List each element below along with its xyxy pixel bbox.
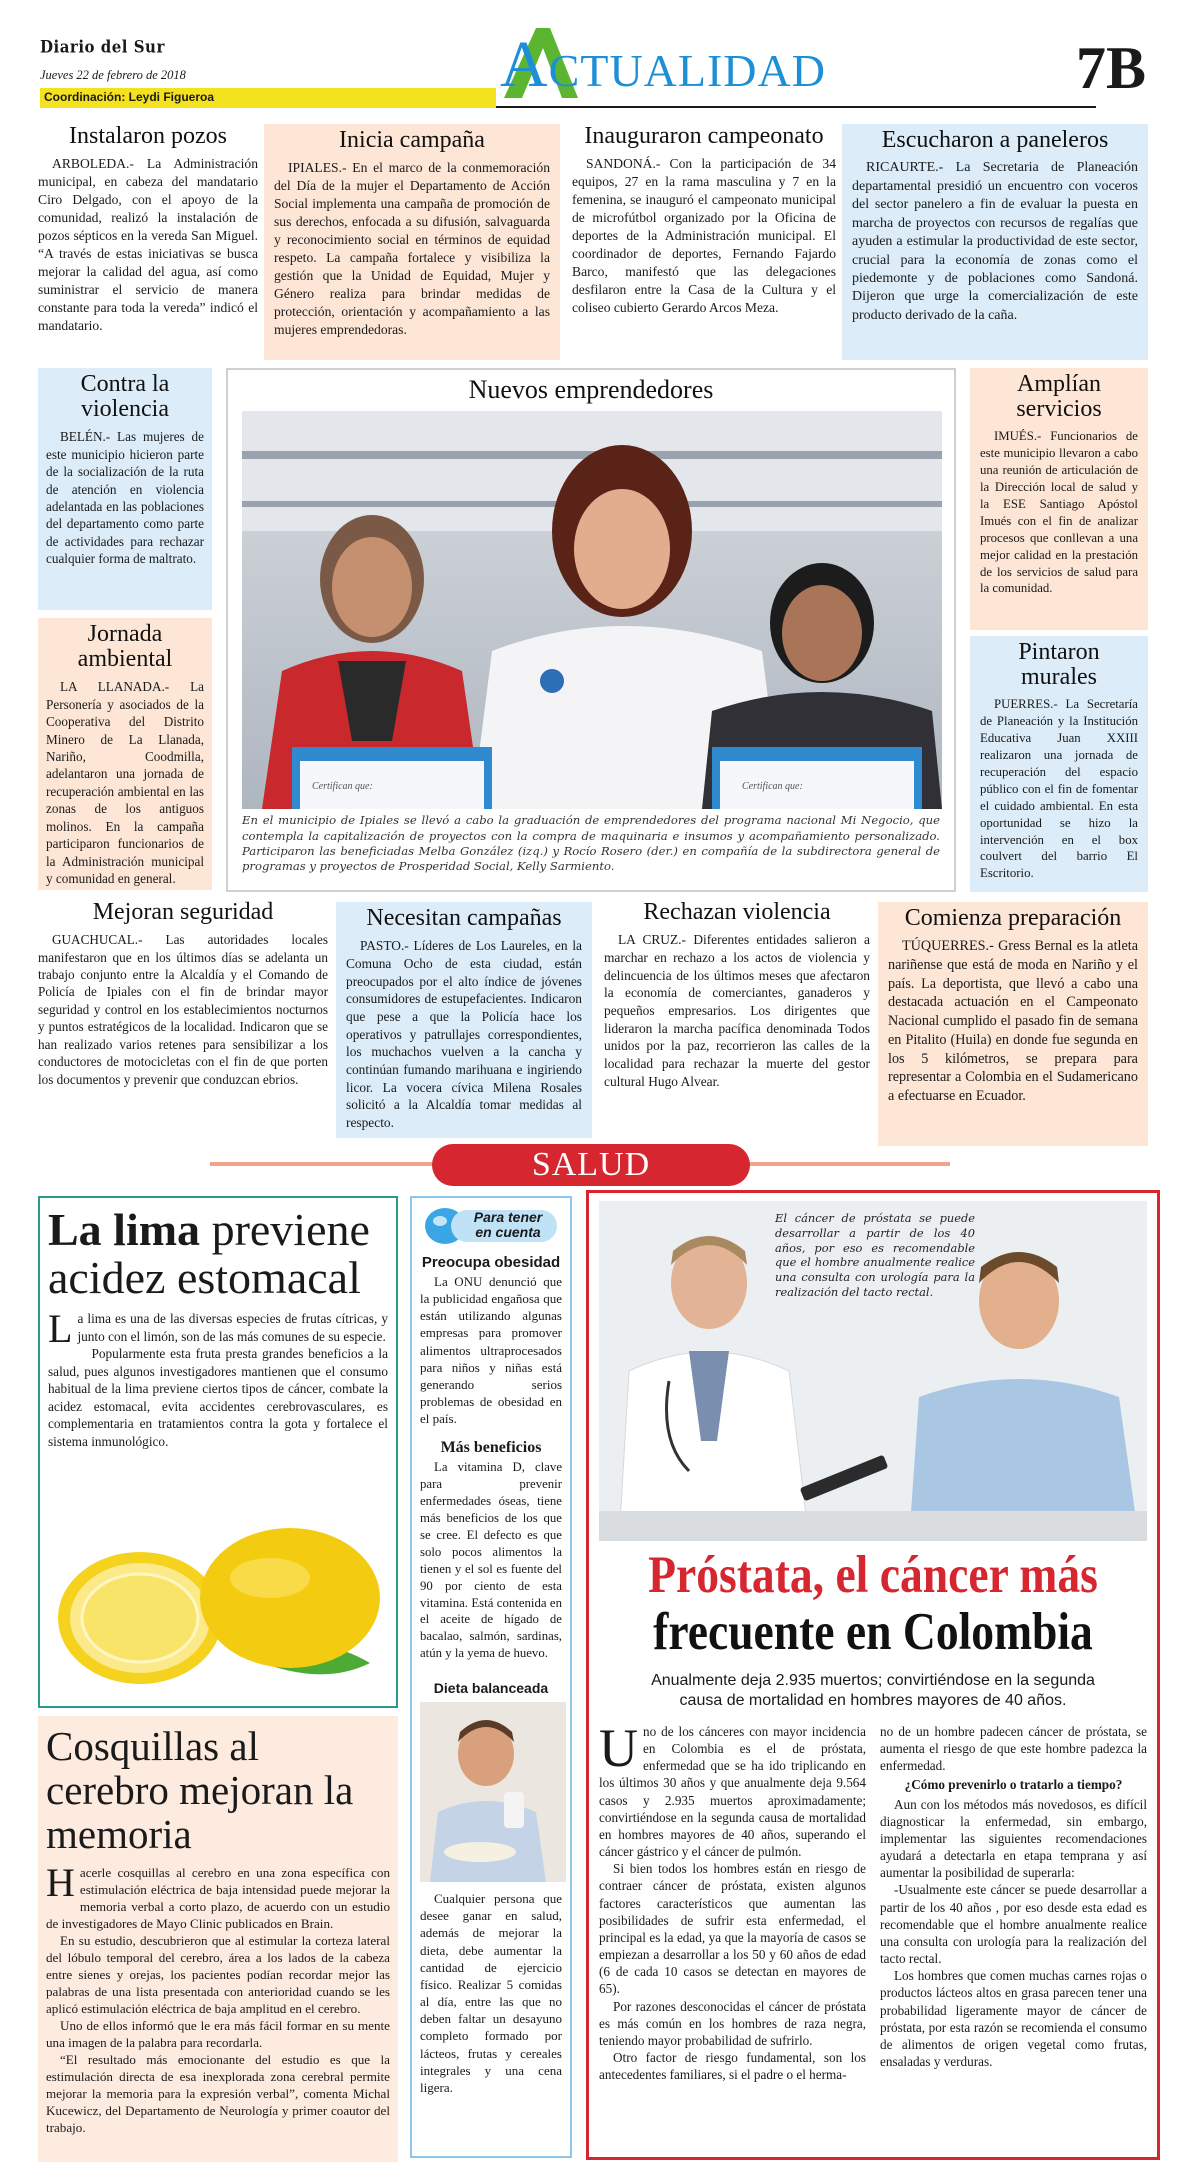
brief-title: Instalaron pozos xyxy=(69,123,227,149)
sidebar-badge-line1: Para tener xyxy=(473,1209,543,1225)
brief-text: Gress Bernal es la atleta nariñense que está de moda en Nariño y el país. La deportista, que llevó a cabo una destacada actuación en el Campeonato Nacional cumplido el pasado fin de semana en Pitalito (Huila) en donde fue segunda en los 5 kilómetros, se prepara para representar a Colombia en el Sudamericano a efectuarse en Ecuador. xyxy=(888,938,1139,1105)
section-title xyxy=(500,24,980,104)
brief-title: Inicia campaña xyxy=(339,127,485,153)
photo-caption: En el municipio de Ipiales se llevó a cabo la graduación de emprendedores del programa nacional Mi Negocio, que contempla la capitalización de proyectos con la compra de maquinaria e insumos y acompañamiento personalizado. Participaron las beneficiadas Melba González (izq.) y Rocío Rosero (der.) en compañía de la subdirectora general de programas y proyectos de Prosperidad Social, Kelly Sarmiento. xyxy=(242,813,940,874)
prostata-column-1 xyxy=(599,1718,866,2083)
graduates-illustration xyxy=(242,411,942,809)
cosquillas-dropcap: H xyxy=(46,1860,75,1905)
brief-title: Necesitan campañas xyxy=(366,905,562,931)
lime-illustration xyxy=(50,1498,386,1698)
prostata-article xyxy=(586,1190,1160,2160)
sidebar-text-beneficios: La vitamina D, clave para prevenir enfermedades óseas, tiene más beneficios de los que se cree. El defecto es que solo pocos alimentos la tienen y el sol es fuente del 90 por ciento de esta vitamina. Está contenida en el aceite de hígado de bacalao, salmón, sardinas, atún y la yema de huevo. xyxy=(420,1460,562,1661)
brief-escucharon-paneleros xyxy=(842,124,1148,360)
cosquillas-paragraph: En su estudio, descubrieron que al estimular la corteza lateral del lóbulo temporal del cerebro, área a los lados de la cabeza entre sienes y orejas, los pacientes podían recordar mejor las palabras de una lista presentada con anterioridad cuando se les aplicó estimulación eléctrica de baja amplitud en el cerebro. xyxy=(46,1933,390,2017)
brief-text: Diferentes entidades salieron a marchar en rechazo a los actos de violencia y delincuencia de los últimos meses que afectaron la economía de comerciantes, ganaderos y pequeños empresarios. Los dirigentes que lideraron la marcha pacífica denominada Todos unidos por la paz, recorrieron las calles de la localidad para rechazar la muerte del gestor cultural Hugo Alvear. xyxy=(604,932,870,1089)
prostata-column-2 xyxy=(880,1723,1147,2083)
brief-jornada-ambiental xyxy=(38,618,212,890)
cosquillas-paragraph: acerle cosquillas al cerebro en una zona específica con estimulación eléctrica de baja intensidad puede mejorar la memoria verbal a corto plazo, de acuerdo con un estudio de investigadores de Mayo Clinic publicados en Brain. xyxy=(46,1865,390,1932)
prostata-paragraph: Aun con los métodos más novedosos, es difícil diagnosticar la enfermedad, sin embargo, implementar las siguientes recomendaciones ayudará a detectarla en etapa temprana y así aumentar la posibilidad de superarla: xyxy=(880,1796,1147,1881)
photo-caption-prostata: El cáncer de próstata se puede desarrollar a partir de los 40 años, por eso es recomendable que el hombre anualmente realice una consulta con urología para la realización del tacto rectal. xyxy=(775,1211,975,1300)
prostata-subtitle: Anualmente deja 2.935 muertos; convirtiéndose en la segunda causa de mortalidad en hombres mayores de 40 años. xyxy=(651,1672,1095,1709)
brief-dateline: IPIALES.- xyxy=(288,160,347,176)
brief-title: Amplían servicios xyxy=(1016,371,1102,423)
lima-paragraph: Popularmente esta fruta presta grandes beneficios a la salud, pues algunos investigadores mantienen que el consumo habitual de la lima previene ciertos tipos de cáncer, combate la acidez estomacal, evita accidentes cerebrovasculares, es complementaria en tratamientos contra la gota y fortalece el sistema inmunológico. xyxy=(48,1346,388,1449)
brief-mejoran-seguridad xyxy=(38,900,328,1152)
certificate-text-right: Certifican que: xyxy=(742,781,803,793)
brief-amplian-servicios xyxy=(970,368,1148,630)
brief-title: Rechazan violencia xyxy=(643,899,831,925)
brief-text: Funcionarios de este municipio llevaron a cabo una reunión de articulación de la Dirección local de salud y la ESE Santiago Apóstol Imués con el fin de analizar procesos que conllevan a una mejor calidad en la prestación de los servicios de salud para la comunidad. xyxy=(980,429,1138,596)
brief-rechazan-violencia xyxy=(604,900,870,1136)
brief-dateline: LA LLANADA.- xyxy=(60,679,170,695)
page-number: 7B xyxy=(1075,35,1146,101)
prostata-headline-line1: Próstata, el cáncer más xyxy=(648,1546,1098,1604)
brief-inauguraron-campeonato xyxy=(572,124,836,360)
prostata-dropcap: U xyxy=(599,1718,638,1778)
cosquillas-paragraph: “El resultado más emocionante del estudio es que la estimulación directa de esa inexplorada zona cerebral permite mejorar la memoria para la expresión verbal”, comenta Michal Kucewicz, del Departamento de Neurología y primer coautor del trabajo. xyxy=(46,2052,390,2136)
brief-text: Líderes de Los Laureles, en la Comuna Ocho de esta ciudad, están preocupados por el alto índice de jóvenes consumidores de estupefacientes. Indicaron que pese a que la Policía hace los operativos y patrullajes correspondientes, los muchachos vuelven a la cancha y continúan fumando marihuana e ingiriendo licor. La vocera cívica Milena Rosales solicitó a la Alcaldía tomar medidas al respecto. xyxy=(346,938,582,1131)
prostata-paragraph: no de los cánceres con mayor incidencia en Colombia es el de próstata, enfermedad que se ha ido triplicando en los últimos 30 años y que anualmente deja 9.564 casos y 2.935 muertos aproximadamente; convirtiéndose en la segunda causa de mortalidad en hombres mayores de 40 años, superando el cáncer gástrico y el cáncer de pulmón. xyxy=(599,1724,866,1860)
brief-comienza-preparacion xyxy=(878,902,1148,1146)
prostata-headline xyxy=(599,1546,1147,1661)
prostata-paragraph: no de un hombre padecen cáncer de próstata, se aumenta el riesgo de que este hombre padezca la enfermedad. xyxy=(880,1724,1147,1774)
photo-story-title: Nuevos emprendedores xyxy=(468,375,714,404)
graduates-photo xyxy=(242,411,942,809)
lima-headline-rest: previene acidez estomacal xyxy=(48,1204,370,1303)
prostata-question-heading: ¿Cómo prevenirlo o tratarlo a tiempo? xyxy=(904,1777,1123,1793)
brief-inicia-campana xyxy=(264,124,560,360)
brief-text: La Administración municipal, en cabeza del mandatario Ciro Delgado, con el apoyo de la comunidad, realizó la instalación de pozos sépticos en la vereda San Miguel. “A través de estas iniciativas se busca mejorar la calidad del agua, así como suministrar el servicio de manera constante para toda la vereda” indicó el mandatario. xyxy=(38,156,258,333)
prostata-paragraph: Por razones desconocidas el cáncer de próstata es más común en los hombres de raza negra, teniendo mayor probabilidad de sufrirlo. xyxy=(599,1998,866,2048)
brief-contra-violencia xyxy=(38,368,212,610)
brief-text: La Personería y asociados de la Cooperativa del Distrito Minero de La Llanada, Nariño, Coodmilla, adelantaron una jornada de recuperación ambiental en las zonas de los antiguos molinos. En la campaña participaron funcionarios de la Administración municipal y comunidad en general. xyxy=(46,679,204,887)
cosquillas-paragraph: Uno de ellos informó que le era más fácil formar en su mente una imagen de la palabra para recordarla. xyxy=(46,2018,390,2051)
certificate-text-left: Certifican que: xyxy=(312,781,373,793)
brief-title: Escucharon a paneleros xyxy=(881,127,1109,153)
photo-story-box xyxy=(226,368,956,892)
lima-paragraph: a lima es una de las diversas especies de frutas cítricas, y junto con el limón, son de las más comunes de su especie. xyxy=(77,1311,388,1344)
masthead xyxy=(40,30,1150,114)
brief-dateline: TÚQUERRES.- xyxy=(902,938,994,955)
issue-date: Jueves 22 de febrero de 2018 xyxy=(40,68,186,82)
brief-dateline: BELÉN.- xyxy=(60,429,111,445)
brief-text: Las mujeres de este municipio hicieron parte de la socialización de la ruta de atención en violencia adelantada en las poblaciones del departamento como parte de actividades para rechazar cualquier forma de maltrato. xyxy=(46,429,204,567)
brief-text: La Secretaria de Planeación departamental presidió un encuentro con voceros del sector panelero a fin de evaluar la puesta en marcha de proyectos con recursos de regalías que ayuden a estimular la productividad de este sector, crucial para la economía de zonas como el piedemonte y de poblaciones como Sandoná. Dijeron que urge la comercialización de este producto derivado de la caña. xyxy=(852,160,1138,323)
brief-title: Jornada ambiental xyxy=(77,621,173,673)
prostata-paragraph: Los hombres que comen muchas carnes rojas o productos lácteos altos en grasa parecen tener una probabilidad ligeramente mayor de cáncer de próstata, por esta razón se recomienda el consumo de alimentos de origen vegetal como frutas, ensaladas y verduras. xyxy=(880,1968,1147,2069)
brief-dateline: ARBOLEDA.- xyxy=(52,156,134,172)
brief-text: Con la participación de 34 equipos, 27 en la rama masculina y 7 en la femenina, se inauguró el campeonato municipal de microfútbol organizado por la Oficina de deportes de la Administración municipal. El coordinador de deportes, Fernando Fajardo Barco, manifestó que las delegaciones desfilaron entre la Casa de la Cultura y el coliseo cubierto Gerardo Arcos Meza. xyxy=(572,156,836,315)
prostata-headline-line2: frecuente en Colombia xyxy=(653,1603,1093,1661)
dieta-photo xyxy=(420,1702,566,1882)
brief-instalaron-pozos xyxy=(38,124,258,360)
salud-label-text: SALUD xyxy=(531,1146,651,1183)
coordination-bar xyxy=(40,88,496,108)
doctors-photo xyxy=(599,1201,1147,1541)
brief-dateline: GUACHUCAL.- xyxy=(52,932,143,948)
prostata-paragraph: Si bien todos los hombres están en riesgo de contraer cáncer de próstata, existen algunos factores característicos que aumentan las posibilidades de sufrir esta enfermedad, el principal es la edad, ya que la mayoría de casos se empiezan a desarrollar a los 50 y 60 años de edad (6 de cada 10 casos se detectan en mayores de 65). xyxy=(599,1861,866,1997)
prostata-paragraph: -Usualmente este cáncer se puede desarrollar a partir de los 40 años , por eso desde esta edad es recomendable que el hombre anualmente realice una consulta con urología para la realización del tacto rectal. xyxy=(880,1882,1147,1967)
brief-dateline: SANDONÁ.- xyxy=(586,156,661,172)
brief-title: Mejoran seguridad xyxy=(92,899,274,925)
sidebar-para-tener-en-cuenta xyxy=(410,1196,572,2158)
brief-title: Contra la violencia xyxy=(80,371,170,423)
sidebar-text-dieta: Cualquier persona que desee ganar en salud, además de mejorar la dieta, debe aumentar la cantidad de ejercicio físico. Realizar 5 comidas al día, entre las que no deben faltar un desayuno completo formado por lácteos, frutas y cereales integrales y una cena ligera. xyxy=(420,1891,562,2095)
brief-text: La Secretaría de Planeación y la Institución Educativa Juan XXIII realizaron una jornada de recuperación del espacio público con el fin de fomentar el cuidado ambiental. En esta oportunidad se hizo la intervención en el box coulvert del barrio El Escritorio. xyxy=(980,697,1138,881)
sidebar-heading-dieta: Dieta balanceada xyxy=(433,1680,549,1697)
brief-necesitan-campanas xyxy=(336,902,592,1138)
brief-dateline: RICAURTE.- xyxy=(866,160,944,176)
salud-section-label xyxy=(432,1144,750,1186)
lima-dropcap: L xyxy=(48,1306,73,1351)
sidebar-heading-obesidad: Preocupa obesidad xyxy=(421,1254,561,1271)
sidebar-badge xyxy=(421,1204,561,1248)
coordination-label: Coordinación: Leydi Figueroa xyxy=(44,90,215,104)
brief-title: Inauguraron campeonato xyxy=(584,123,824,149)
lima-headline-bold: La lima xyxy=(48,1204,201,1255)
brief-title: Pintaron murales xyxy=(1018,639,1100,691)
man-eating-illustration xyxy=(420,1702,566,1882)
brief-dateline: PUERRES.- xyxy=(994,697,1058,712)
lima-headline xyxy=(48,1206,388,1302)
brief-text: Las autoridades locales manifestaron que en los últimos días se adelanta un trabajo conjunto entre la Alcaldía y el Comando de Policía de Ipiales con el fin de brindar mayor seguridad y control en los establecimientos nocturnos y puntos estratégicos de la localidad. Indicaron que se han realizado varios retenes para sensibilizar a los conductores de motocicletas con el fin de que porten los documentos y prevenir que conduzcan ebrios. xyxy=(38,932,328,1087)
lime-photo xyxy=(50,1498,386,1698)
sidebar-text-obesidad: La ONU denunció que la publicidad engañosa que están utilizando algunas empresas para promover alimentos ultraprocesados para niños y niñas está generando serios problemas de obesidad en el país. xyxy=(420,1274,562,1427)
sidebar-badge-line2: en cuenta xyxy=(475,1224,541,1240)
prostata-paragraph: Otro factor de riesgo fundamental, son los antecedentes familiares, si el padre o el herma- xyxy=(599,2049,866,2083)
cosquillas-headline: Cosquillas al cerebro mejoran la memoria xyxy=(46,1723,354,1857)
paper-name: Diario del Sur xyxy=(40,37,165,57)
brief-text: En el marco de la conmemoración del Día de la mujer el Departamento de Acción Social implementa una campaña de promoción de sus derechos, enfocada a su difusión, salvaguarda y reconocimiento social en términos de equidad respeto. La campaña fortalece y visibiliza la gestión que la Unidad de Equidad, Mujer y Género realiza para brindar medidas de protección, orientación y acompañamiento a las mujeres emprendedoras. xyxy=(274,160,550,337)
prostata-columns xyxy=(599,1718,1147,2083)
brief-title: Comienza preparación xyxy=(904,905,1122,931)
section-rule xyxy=(496,106,1096,108)
sidebar-heading-beneficios: Más beneficios xyxy=(440,1439,542,1457)
brief-dateline: PASTO.- xyxy=(360,938,409,954)
brief-dateline: LA CRUZ.- xyxy=(618,932,686,948)
lima-article xyxy=(38,1196,398,1708)
brief-pintaron-murales xyxy=(970,636,1148,892)
cosquillas-article xyxy=(38,1716,398,2162)
section-title-text: Actualidad xyxy=(500,28,826,101)
brief-dateline: IMUÉS.- xyxy=(994,429,1042,444)
